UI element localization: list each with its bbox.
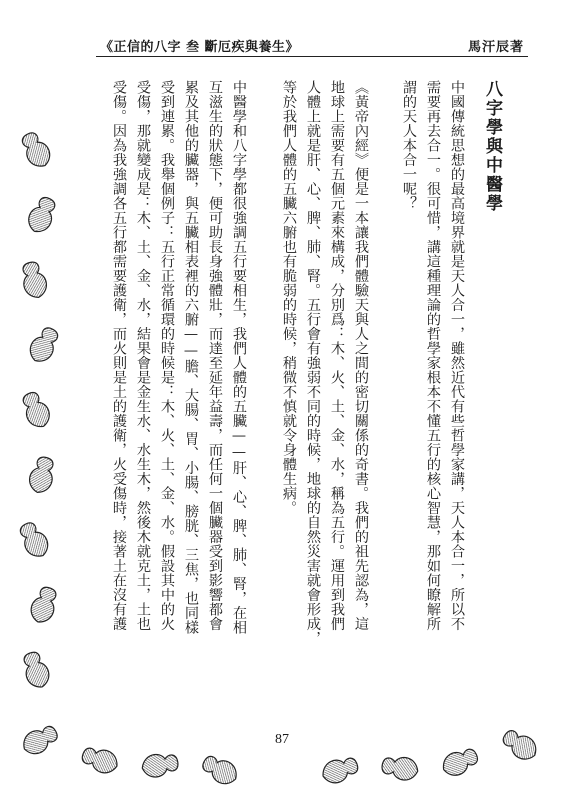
book-title: 《正信的八字 叁 斷厄疾與養生》 — [100, 40, 300, 55]
text-column: 中國傳統思想的最高境界就是天人合一，雖然近代有些哲學家講，天人本合一，所以不 — [449, 80, 465, 631]
text-column: 等於我們人體的五臟六腑也有脆弱的時候，稍微不慎就令身體生病。 — [281, 80, 297, 515]
text-column: 中醫學和八字學都很強調五行要相生，我們人體的五臟——肝、心、脾、肺、腎，在相 — [231, 80, 247, 635]
text-column: 《黃帝內經》便是一本讓我們體驗天與人之間的密切關係的奇書。我們的祖先認為，這 — [353, 80, 369, 631]
text-column: 互滋生的狀態下，便可助長身強體壯，而達至延年益壽，而任何一個臟器受到影響都會 — [207, 80, 223, 631]
text-column: 需要再去合一。很可惜，講這種理論的哲學家根本不懂五行的核心智慧，那如何瞭解所 — [425, 80, 441, 631]
section-heading: 八字學與中醫學 — [482, 80, 502, 213]
text-column: 受到連累。我舉個例子：五行正常循環的時候是：木、火、土、金、水。假設其中的火 — [159, 80, 175, 631]
page-number: 87 — [275, 732, 289, 747]
running-header — [96, 36, 528, 57]
text-column: 累及其他的臟器，與五臟相表裡的六腑——膽、大腸、胃、小腸、膀胱、三焦，也同樣 — [183, 80, 199, 635]
text-column: 人體上就是肝、心、脾、肺、腎。五行會有強弱不同的時候，地球的自然災害就會形成， — [305, 80, 321, 646]
text-column: 受傷，那就變成是：木、土、金、水，結果會是金生水、水生木，然後木就克土，土也 — [135, 80, 151, 631]
text-column: 受傷。因為我強調各五行都需要護衛，而火則是土的護衛，火受傷時，接著土在沒有護 — [111, 80, 127, 631]
text-column: 地球上需要有五個元素來構成，分別爲：木、火、土、金、水，稱為五行。運用到我們 — [329, 80, 345, 631]
author-name: 馬汗辰著 — [467, 40, 524, 55]
text-column: 謂的天人本合一呢？ — [401, 80, 417, 211]
